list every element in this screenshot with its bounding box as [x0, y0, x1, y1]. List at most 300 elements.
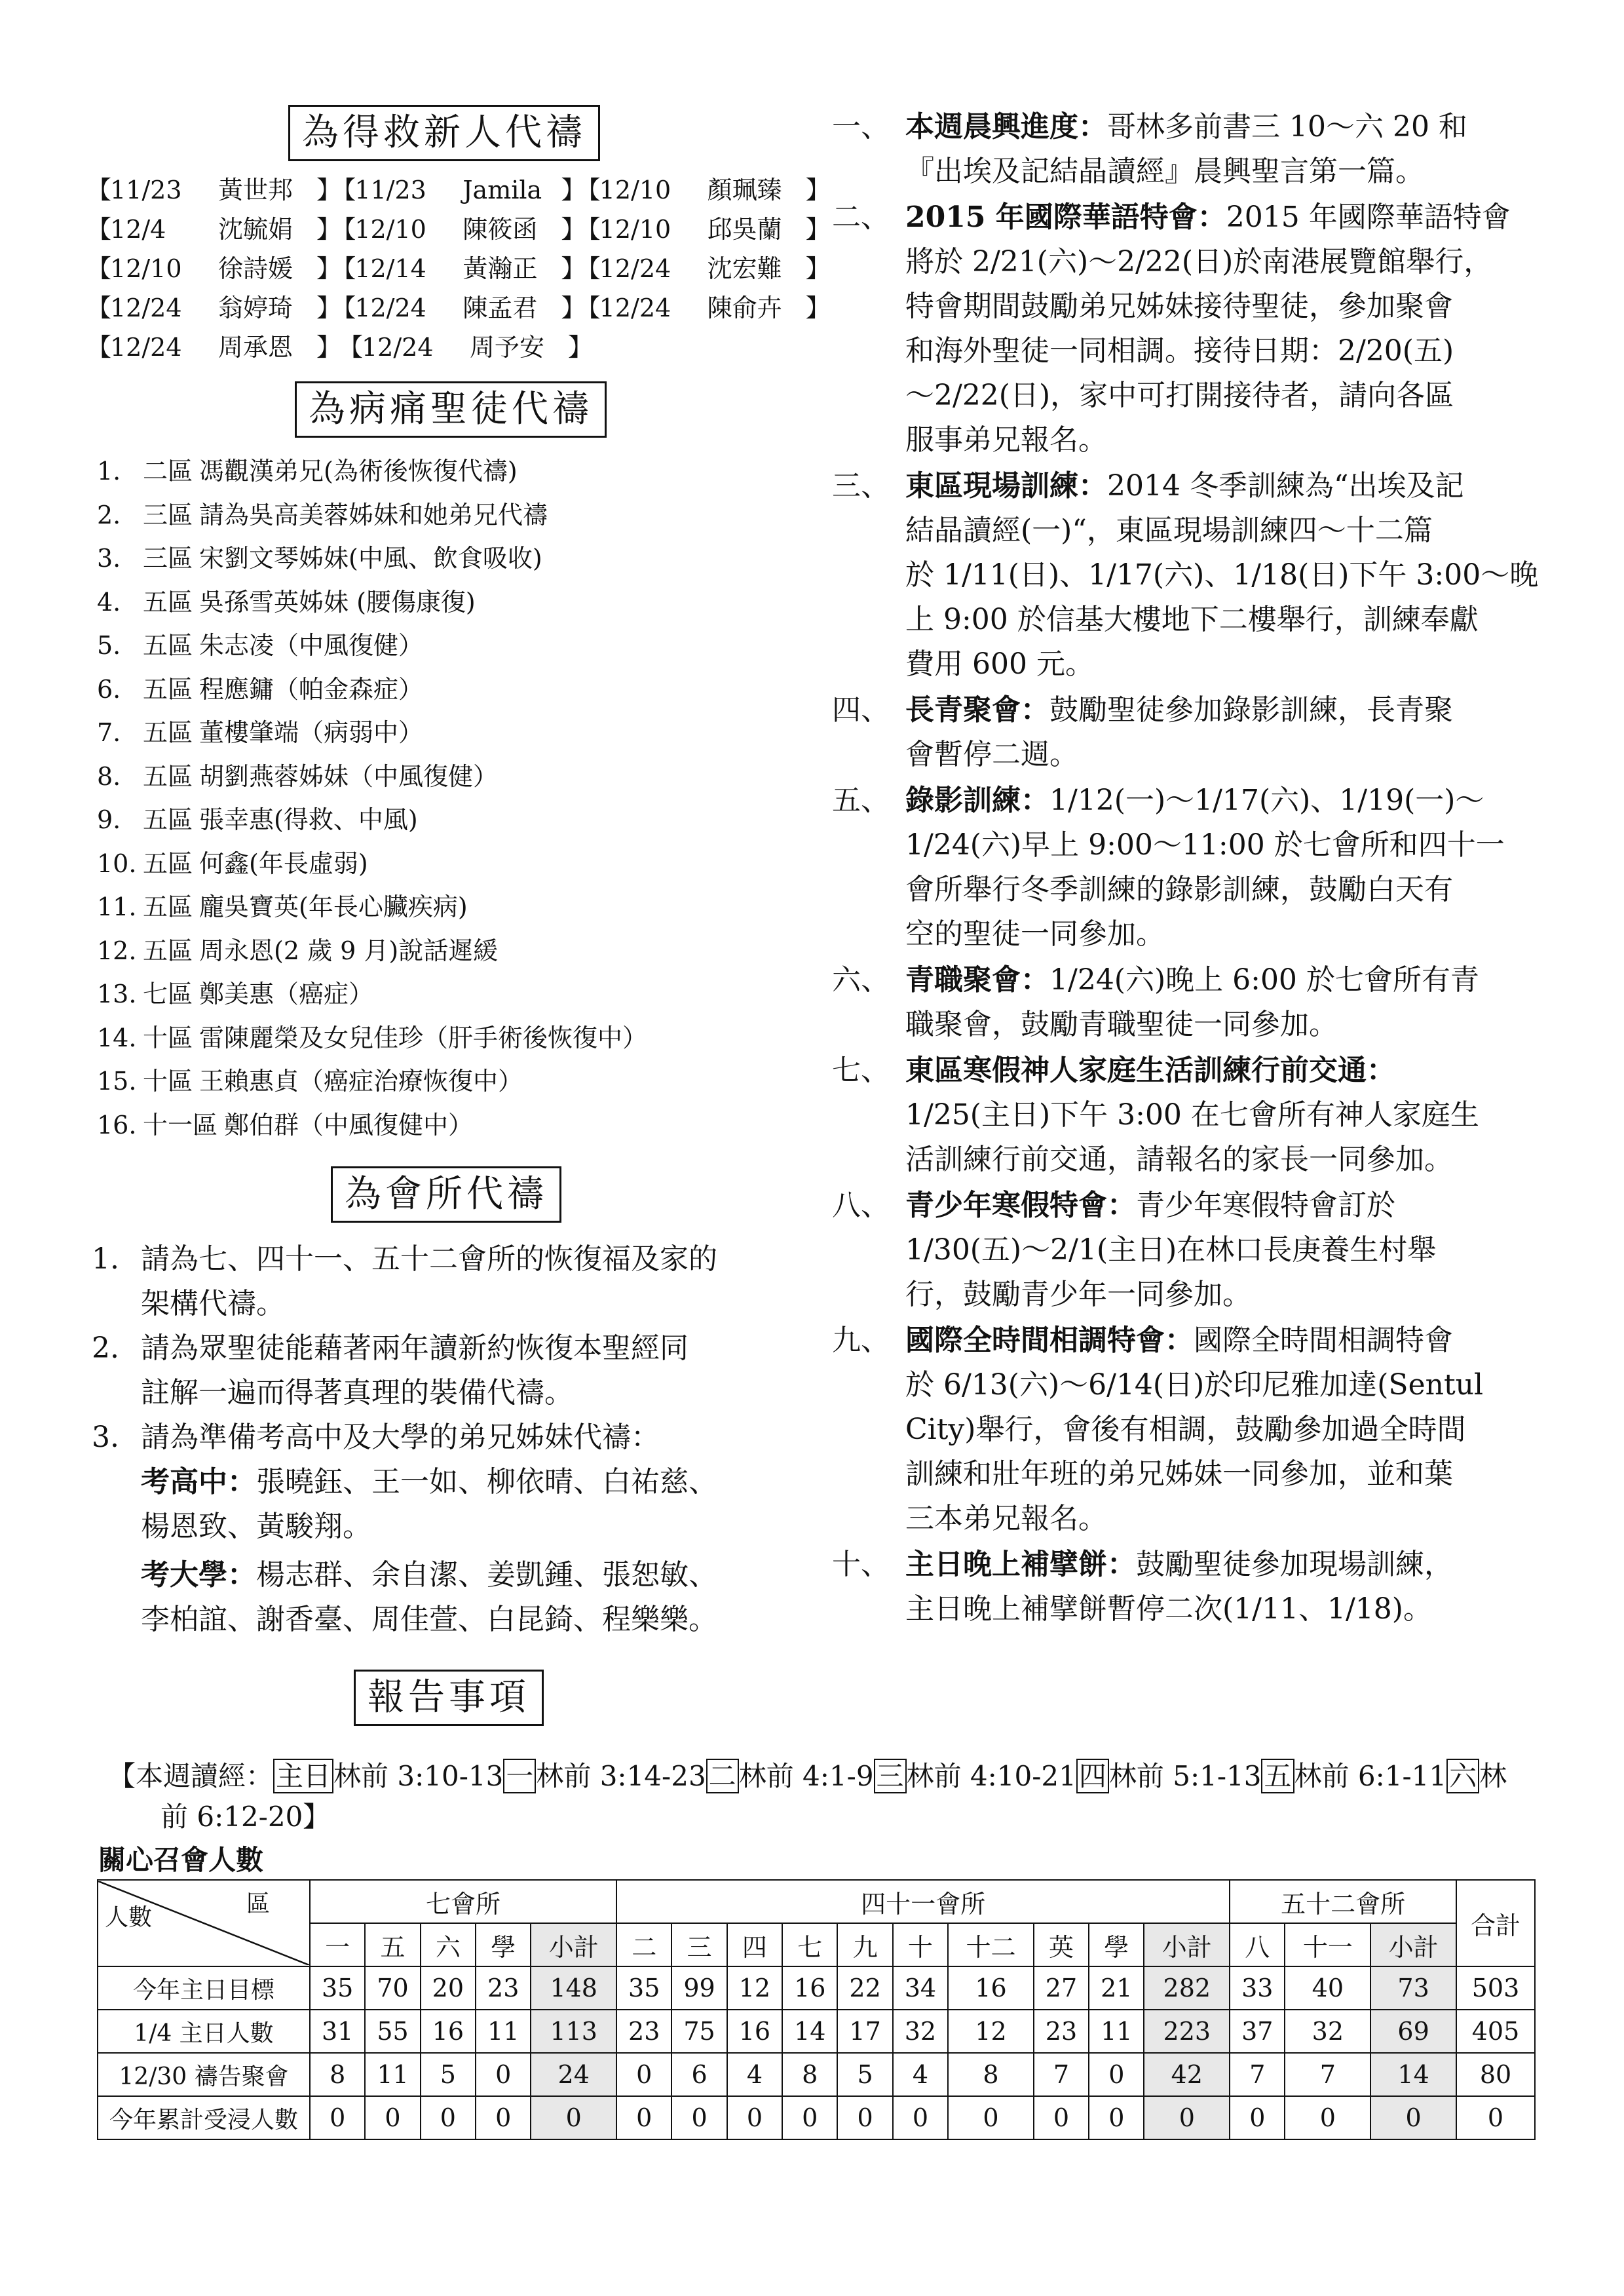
sick-list-item: [97, 493, 825, 537]
entry-name: 沈毓娟 】: [218, 210, 336, 249]
reading-day: 二: [706, 1759, 739, 1793]
item-body: [905, 195, 1539, 463]
reading-ref: 林前 3:10-13: [333, 1760, 504, 1792]
corner-bottom: 人數: [105, 1904, 153, 1931]
item-number: 12.: [97, 936, 137, 965]
announcement-item: [832, 1048, 1539, 1182]
column-header: 二: [616, 1923, 671, 1966]
announcements: [832, 105, 1539, 1633]
table-cell: 12: [727, 1966, 782, 2010]
table-cell: 5: [421, 2053, 476, 2096]
new-saved-title: 為得救新人代禱: [288, 105, 600, 161]
item-number: 六、: [832, 963, 890, 997]
table-cell: 0: [948, 2096, 1034, 2139]
entry-date: 【 12/24: [336, 288, 463, 328]
column-header: 八: [1230, 1923, 1285, 1966]
item-text: 董樓肇端（病弱中）: [199, 718, 424, 747]
item-body: [905, 1542, 1539, 1632]
entry-name: 周予安 】: [470, 328, 588, 367]
announcement-item: [832, 688, 1539, 777]
table-cell: 0: [1285, 2096, 1370, 2139]
table-cell: 0: [616, 2053, 671, 2096]
table-cell: 37: [1230, 2010, 1285, 2053]
item-line: [905, 1318, 1539, 1363]
new-saved-entry: [92, 210, 336, 249]
sick-list-item: [97, 1060, 825, 1103]
table-row: [98, 2096, 1535, 2139]
table-cell: 23: [476, 1966, 531, 2010]
item-district: 五區: [143, 718, 193, 747]
item-body: [905, 464, 1539, 687]
item-number: 4.: [97, 587, 121, 617]
item-text: 2014 冬季訓練為“出埃及記: [1107, 469, 1464, 503]
new-saved-row: [92, 288, 825, 328]
announcement-item: [832, 1183, 1539, 1317]
sick-list: [92, 450, 825, 1147]
column-header: 六: [421, 1923, 476, 1966]
entry-name: 黃瀚正 】: [463, 249, 580, 288]
table-cell: 282: [1144, 1966, 1230, 2010]
item-title: 主日晚上補擘餅：: [905, 1548, 1136, 1581]
report-title: 報告事項: [354, 1670, 544, 1726]
table-cell: 223: [1144, 2010, 1230, 2053]
table-cell: 27: [1034, 1966, 1089, 2010]
reading-ref: 林: [1479, 1760, 1507, 1792]
table-cell: 0: [1456, 2096, 1535, 2139]
item-district: 五區: [143, 761, 193, 791]
item-text: 2015 年國際華語特會: [1226, 201, 1511, 234]
entry-name: 黃世邦 】: [218, 170, 336, 210]
table-cell: 35: [310, 1966, 365, 2010]
item-number: 15.: [97, 1067, 137, 1096]
reading-ref: 林前 6:1-11: [1294, 1760, 1447, 1792]
table-cell: 23: [1034, 2010, 1089, 2053]
item-number: 二、: [832, 201, 890, 234]
table-cell: 42: [1144, 2053, 1230, 2096]
entry-name: 邱吳蘭 】: [708, 210, 825, 249]
item-text: 鼓勵聖徒參加錄影訓練，長青聚: [1049, 693, 1453, 727]
item-text: 鼓勵聖徒參加現場訓練，: [1136, 1548, 1453, 1581]
announcement-item: [832, 958, 1539, 1047]
item-body: [905, 688, 1539, 777]
new-saved-entry: [581, 249, 825, 288]
reading-day: 一: [503, 1759, 536, 1793]
item-district: 三區: [143, 544, 193, 573]
item-line: [905, 105, 1539, 149]
item-text: 雷陳麗榮及女兒佳珍（肝手術後恢復中）: [199, 1023, 648, 1052]
item-line: 1/25(主日)下午 3:00 在七會所有神人家庭生: [905, 1098, 1479, 1132]
left-column: [92, 105, 825, 1726]
row-label: 12/30 禱告聚會: [98, 2053, 310, 2096]
table-cell: 22: [837, 1966, 892, 2010]
entry-name: Jamila 】: [463, 170, 580, 210]
item-line: [905, 958, 1539, 1003]
sick-list-item: [97, 1103, 825, 1147]
table-cell: 33: [1230, 1966, 1285, 2010]
exam-high-label: 考高中：: [141, 1465, 256, 1499]
sick-list-item: [97, 581, 825, 624]
item-line: 於 1/11(日)、1/17(六)、1/18(日)下午 3:00～晚: [905, 558, 1539, 592]
table-cell: 8: [948, 2053, 1034, 2096]
table-row: [98, 2010, 1535, 2053]
item-line: 和海外聖徒一同相調。接待日期：2/20(五): [905, 334, 1454, 368]
table-cell: 7: [1285, 2053, 1370, 2096]
item-title: 本週晨興進度：: [905, 110, 1107, 144]
entry-name: 顏珮臻 】: [708, 170, 825, 210]
entry-date: 【 12/24: [92, 288, 218, 328]
corner-top: 區: [246, 1890, 270, 1917]
item-text: 青少年寒假特會訂於: [1136, 1189, 1395, 1222]
entry-name: 陳筱函 】: [463, 210, 580, 249]
table-cell: 0: [1089, 2053, 1144, 2096]
column-header: 小計: [1144, 1923, 1230, 1966]
item-title: 長青聚會：: [905, 693, 1049, 727]
item-district: 五區: [143, 849, 193, 878]
table-cell: 0: [893, 2096, 948, 2139]
hall-list: [92, 1237, 825, 1642]
announcement-item: [832, 195, 1539, 463]
reading-prefix: 【本週讀經：: [108, 1760, 274, 1792]
item-text: 吳孫雪英姊妹 (腰傷康復): [199, 587, 476, 617]
reading-day: 四: [1076, 1759, 1109, 1793]
table-cell: 8: [310, 2053, 365, 2096]
sick-list-item: [97, 972, 825, 1016]
item-line: 會所舉行冬季訓練的錄影訓練，鼓勵白天有: [905, 873, 1453, 906]
hall7-header: 七會所: [310, 1880, 616, 1923]
new-saved-entry: [336, 249, 580, 288]
item-number: 八、: [832, 1189, 890, 1222]
table-row: [98, 1966, 1535, 2010]
exam-high-names-1: 張曉鈺、王一如、柳依晴、白祐慈、: [256, 1465, 717, 1499]
item-number: 2.: [97, 500, 121, 529]
table-cell: 16: [948, 1966, 1034, 2010]
table-cell: 16: [421, 2010, 476, 2053]
hall-list-item: [92, 1326, 825, 1415]
new-saved-row: [92, 210, 825, 249]
exam-uni-label: 考大學：: [141, 1558, 256, 1592]
entry-date: 【 12/10: [92, 249, 218, 288]
table-cell: 80: [1456, 2053, 1535, 2096]
new-saved-entry: [336, 210, 580, 249]
sick-list-item: [97, 885, 825, 929]
exam-block: [92, 1460, 825, 1642]
item-line: 結晶讀經(一)“，東區現場訓練四～十二篇: [905, 514, 1433, 547]
item-number: 8.: [97, 761, 121, 791]
table-cell: 503: [1456, 1966, 1535, 2010]
entry-name: 翁婷琦 】: [218, 288, 336, 328]
sick-list-item: [97, 755, 825, 799]
announcement-item: [832, 1542, 1539, 1632]
item-number: 五、: [832, 784, 890, 817]
item-line: 1/24(六)早上 9:00～11:00 於七會所和四十一: [905, 828, 1505, 862]
entry-name: 陳孟君 】: [463, 288, 580, 328]
new-saved-entry: [92, 249, 336, 288]
entry-name: 陳俞卉 】: [708, 288, 825, 328]
sick-list-item: [97, 929, 825, 973]
item-line: ～2/22(日)，家中可打開接待者，請向各區: [905, 379, 1454, 412]
item-number: 一、: [832, 110, 890, 144]
item-number: 7.: [97, 718, 121, 747]
table-cell: 4: [727, 2053, 782, 2096]
item-line: 費用 600 元。: [905, 647, 1094, 681]
entry-name: 徐詩媛 】: [218, 249, 336, 288]
item-text: 鄭美惠（癌症）: [199, 980, 374, 1008]
item-line: 上 9:00 於信基大樓地下二樓舉行，訓練奉獻: [905, 603, 1479, 636]
item-line: 活訓練行前交通，請報名的家長一同參加。: [905, 1143, 1453, 1176]
item-text: 胡劉燕蓉姊妹（中風復健）: [199, 761, 499, 791]
new-saved-entry: [336, 170, 580, 210]
table-cell: 7: [1230, 2053, 1285, 2096]
table-cell: 34: [893, 1966, 948, 2010]
table-cell: 11: [1089, 2010, 1144, 2053]
column-header: 十二: [948, 1923, 1034, 1966]
table-cell: 7: [1034, 2053, 1089, 2096]
table-cell: 40: [1285, 1966, 1370, 2010]
table-cell: 0: [1089, 2096, 1144, 2139]
total-header: 合計: [1456, 1880, 1535, 1966]
table-cell: 32: [893, 2010, 948, 2053]
table-cell: 0: [1230, 2096, 1285, 2139]
column-header: 七: [782, 1923, 837, 1966]
table-cell: 0: [1034, 2096, 1089, 2139]
item-district: 十區: [143, 1023, 193, 1052]
column-header: 一: [310, 1923, 365, 1966]
item-district: 五區: [143, 892, 193, 921]
sick-title: 為病痛聖徒代禱: [295, 381, 607, 438]
item-number: 1.: [92, 1242, 119, 1276]
entry-date: 【 12/24: [343, 328, 470, 367]
item-line: 空的聖徒一同參加。: [905, 917, 1165, 951]
column-header: 三: [671, 1923, 727, 1966]
item-number: 16.: [97, 1110, 137, 1139]
announcement-item: [832, 105, 1539, 194]
item-title: 青職聚會：: [905, 963, 1049, 997]
table-cell: 17: [837, 2010, 892, 2053]
table-row: [98, 2053, 1535, 2096]
item-number: 9.: [97, 805, 121, 834]
table-cell: 0: [421, 2096, 476, 2139]
new-saved-entry: [92, 328, 343, 367]
item-line: [905, 464, 1539, 508]
table-cell: 0: [476, 2053, 531, 2096]
table-cell: 0: [837, 2096, 892, 2139]
item-number: 十、: [832, 1548, 890, 1581]
new-saved-entry: [581, 170, 825, 210]
sick-list-item: [97, 798, 825, 842]
new-saved-row: [92, 249, 825, 288]
item-title: 國際全時間相調特會：: [905, 1324, 1194, 1357]
row-label: 今年累計受浸人數: [98, 2096, 310, 2139]
item-number: 七、: [832, 1054, 890, 1087]
item-text: 朱志凌（中風復健）: [199, 631, 424, 660]
table-cell: 0: [671, 2096, 727, 2139]
item-number: 3.: [97, 544, 121, 573]
item-text: 國際全時間相調特會: [1194, 1324, 1453, 1357]
item-body: [141, 1326, 825, 1415]
announcement-item: [832, 1318, 1539, 1541]
table-cell: 31: [310, 2010, 365, 2053]
item-title: 東區現場訓練：: [905, 469, 1107, 503]
table-cell: 99: [671, 1966, 727, 2010]
item-text: 張幸惠(得救、中風): [199, 805, 418, 834]
column-header: 四: [727, 1923, 782, 1966]
item-line: 將於 2/21(六)～2/22(日)於南港展覽館舉行，: [905, 245, 1493, 278]
item-text: 程應鏞（帕金森症）: [199, 674, 424, 704]
table-cell: 5: [837, 2053, 892, 2096]
reading-day: 三: [874, 1759, 907, 1793]
new-saved-row: [92, 328, 825, 367]
entry-date: 【 11/23: [336, 170, 463, 210]
sick-list-item: [97, 450, 825, 493]
table-cell: 23: [616, 2010, 671, 2053]
table-cell: 0: [310, 2096, 365, 2139]
item-title: 2015 年國際華語特會：: [905, 201, 1226, 234]
entry-date: 【 12/24: [581, 288, 708, 328]
entry-date: 【 11/23: [92, 170, 218, 210]
item-line: 三本弟兄報名。: [905, 1502, 1107, 1535]
new-saved-entry: [581, 288, 825, 328]
reading-ref: 林前 3:14-23: [536, 1760, 706, 1792]
row-label: 今年主日目標: [98, 1966, 310, 2010]
item-district: 五區: [143, 587, 193, 617]
item-number: 3.: [92, 1421, 119, 1454]
reading-line2: 前 6:12-20】: [161, 1801, 331, 1833]
table-cell: 6: [671, 2053, 727, 2096]
table-cell: 32: [1285, 2010, 1370, 2053]
entry-name: 沈宏難 】: [708, 249, 825, 288]
item-line: 會暫停二週。: [905, 738, 1078, 771]
item-number: 13.: [97, 980, 137, 1008]
table-cell: 24: [531, 2053, 616, 2096]
table-cell: 0: [616, 2096, 671, 2139]
item-line: 註解一遍而得著真理的裝備代禱。: [141, 1376, 573, 1409]
entry-date: 【 12/4: [92, 210, 218, 249]
item-number: 6.: [97, 674, 121, 704]
entry-date: 【 12/10: [581, 170, 708, 210]
item-district: 五區: [143, 936, 193, 965]
item-number: 1.: [97, 457, 121, 486]
hall52-header: 五十二會所: [1230, 1880, 1456, 1923]
item-line: 請為七、四十一、五十二會所的恢復福及家的: [141, 1242, 717, 1276]
table-cell: 0: [531, 2096, 616, 2139]
item-text: 1/12(一)～1/17(六)、1/19(一)～: [1049, 784, 1484, 817]
entry-name: 周承恩 】: [218, 328, 336, 367]
sick-list-item: [97, 537, 825, 581]
column-header: 小計: [531, 1923, 616, 1966]
column-header: 小計: [1370, 1923, 1456, 1966]
entry-date: 【 12/14: [336, 249, 463, 288]
row-label: 1/4 主日人數: [98, 2010, 310, 2053]
table-cell: 20: [421, 1966, 476, 2010]
item-body: [905, 958, 1539, 1047]
new-saved-grid: [92, 170, 825, 367]
entry-date: 【 12/10: [581, 210, 708, 249]
item-line: 1/30(五)～2/1(主日)在林口長庚養生村舉: [905, 1233, 1437, 1267]
item-text: 王賴惠貞（癌症治療恢復中）: [199, 1067, 523, 1096]
item-text: 馮觀漢弟兄(為術後恢復代禱): [199, 457, 518, 486]
item-number: 5.: [97, 631, 121, 660]
column-header: 九: [837, 1923, 892, 1966]
item-text: 周永恩(2 歲 9 月)說話遲緩: [199, 936, 499, 965]
item-text: 龐吳寶英(年長心臟疾病): [199, 892, 468, 921]
reading-ref: 林前 4:10-21: [906, 1760, 1076, 1792]
table-cell: 14: [782, 2010, 837, 2053]
item-body: [141, 1415, 825, 1460]
table-cell: 0: [365, 2096, 420, 2139]
item-line: [905, 195, 1539, 240]
column-header: 十一: [1285, 1923, 1370, 1966]
item-number: 四、: [832, 693, 890, 727]
table-cell: 11: [365, 2053, 420, 2096]
item-text: 何鑫(年長虛弱): [199, 849, 368, 878]
table-cell: 0: [1370, 2096, 1456, 2139]
item-text: 1/24(六)晚上 6:00 於七會所有青: [1049, 963, 1479, 997]
sick-list-item: [97, 1016, 825, 1060]
hall41-header: 四十一會所: [616, 1880, 1230, 1923]
item-title: 東區寒假神人家庭生活訓練行前交通：: [905, 1054, 1395, 1087]
reading-ref: 林前 5:1-13: [1108, 1760, 1262, 1792]
item-body: [141, 1237, 825, 1326]
item-line: 服事弟兄報名。: [905, 423, 1107, 457]
table-cell: 0: [782, 2096, 837, 2139]
item-text: 宋劉文琴姊妹(中風、飲食吸收): [199, 544, 542, 573]
weekly-reading: [108, 1756, 1530, 1837]
new-saved-entry: [336, 288, 580, 328]
item-text: 請為吳高美蓉姊妹和她弟兄代禱: [199, 500, 548, 529]
item-line: [905, 1542, 1539, 1587]
item-district: 五區: [143, 805, 193, 834]
reading-ref: 林前 4:1-9: [738, 1760, 874, 1792]
item-line: [905, 1183, 1539, 1228]
item-number: 三、: [832, 469, 890, 503]
exam-high-names-2: 楊恩致、黃駿翔。: [141, 1510, 371, 1543]
item-body: [905, 1183, 1539, 1317]
corner-cell: [98, 1880, 310, 1966]
item-body: [905, 1318, 1539, 1541]
table-cell: 21: [1089, 1966, 1144, 2010]
item-line: City)舉行，會後有相調，鼓勵參加過全時間: [905, 1413, 1466, 1446]
item-line: 訓練和壯年班的弟兄姊妹一同參加，並和葉: [905, 1457, 1453, 1491]
column-header: 英: [1034, 1923, 1089, 1966]
item-district: 十區: [143, 1067, 193, 1096]
table-cell: 148: [531, 1966, 616, 2010]
sick-list-item: [97, 711, 825, 755]
column-header: 學: [476, 1923, 531, 1966]
item-district: 三區: [143, 500, 193, 529]
announcement-item: [832, 778, 1539, 957]
table-cell: 55: [365, 2010, 420, 2053]
item-number: 2.: [92, 1331, 119, 1365]
item-line: 特會期間鼓勵弟兄姊妹接待聖徒，參加聚會: [905, 290, 1453, 323]
item-district: 十一區: [143, 1110, 218, 1139]
item-district: 五區: [143, 674, 193, 704]
table-cell: 16: [782, 1966, 837, 2010]
attendance-title: 關心召會人數: [98, 1844, 264, 1876]
item-number: 11.: [97, 892, 137, 921]
entry-date: 【 12/24: [92, 328, 218, 367]
table-cell: 4: [893, 2053, 948, 2096]
new-saved-entry: [581, 210, 825, 249]
hall-title: 為會所代禱: [331, 1166, 561, 1223]
item-district: 五區: [143, 631, 193, 660]
column-header: 十: [893, 1923, 948, 1966]
column-header: 五: [365, 1923, 420, 1966]
sick-list-item: [97, 624, 825, 668]
table-cell: 73: [1370, 1966, 1456, 2010]
item-line: 行，鼓勵青少年一同參加。: [905, 1278, 1251, 1311]
item-title: 錄影訓練：: [905, 784, 1049, 817]
table-cell: 113: [531, 2010, 616, 2053]
